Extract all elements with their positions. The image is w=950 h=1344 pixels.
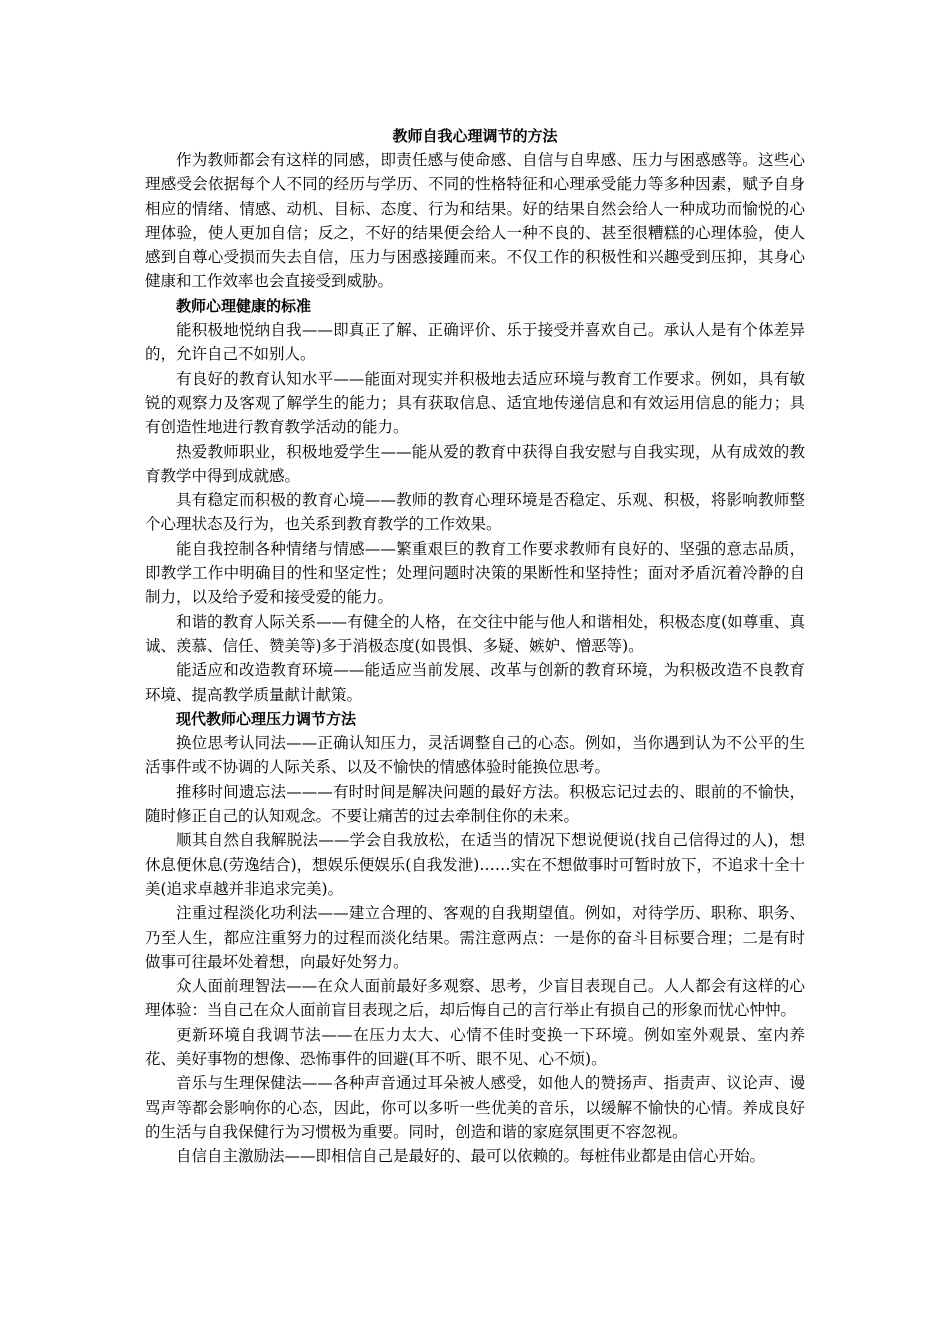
paragraph-time-forgetting: 推移时间遗忘法———有时时间是解决问题的最好方法。积极忘记过去的、眼前的不愉快，随时修正自己的认知观念。不要让痛苦的过去牵制住你的未来。 bbox=[145, 782, 805, 826]
paragraph-process-focus: 注重过程淡化功利法——建立合理的、客观的自我期望值。例如，对待学历、职称、职务、乃至人生，都应注重努力的过程而淡化结果。需注意两点：一是你的奋斗目标要合理；二是有时做事可往最坏处着想，向最好处努力。 bbox=[145, 904, 805, 971]
document-page bbox=[145, 124, 805, 1168]
section-heading-stress-methods: 现代教师心理压力调节方法 bbox=[176, 709, 357, 728]
paragraph-self-confidence: 自信自主激励法——即相信自己是最好的、最可以依赖的。每桩伟业都是由信心开始。 bbox=[176, 1147, 766, 1166]
paragraph-accept-self: 能积极地悦纳自我——即真正了解、正确评价、乐于接受并喜欢自己。承认人是有个体差异的，允许自己不如别人。 bbox=[145, 321, 805, 364]
paragraph-adapt-environment: 能适应和改造教育环境——能适应当前发展、改革与创新的教育环境，为积极改造不良教育环境、提高教学质量献计献策。 bbox=[145, 661, 805, 704]
intro-paragraph: 作为教师都会有这样的同感，即责任感与使命感、自信与自卑感、压力与困惑感等。这些心理感受会依据每个人不同的经历与学历、不同的性格特征和心理承受能力等多种因素，赋予自身相应的情绪、情感、动机、目标、态度、行为和结果。好的结果自然会给人一种成功而愉悦的心理体验，使人更加自信；反之，不好的结果便会给人一种不良的、甚至很糟糕的心理体验，使人感到自尊心受损而失去自信，压力与困惑接踵而来。不仅工作的积极性和兴趣受到压抑，其身心健康和工作效率也会直接受到威胁。 bbox=[145, 151, 805, 291]
paragraph-perspective-taking: 换位思考认同法——正确认知压力，灵活调整自己的心态。例如，当你遇到认为不公平的生活事件或不协调的人际关系、以及不愉快的情感体验时能换位思考。 bbox=[145, 734, 805, 777]
paragraph-relationships: 和谐的教育人际关系——有健全的人格，在交往中能与他人和谐相处，积极态度(如尊重、真诚、羡慕、信任、赞美等)多于消极态度(如畏惧、多疑、嫉妒、憎恶等)。 bbox=[145, 612, 805, 655]
paragraph-love-profession: 热爱教师职业，积极地爱学生——能从爱的教育中获得自我安慰与自我实现，从有成效的教育教学中得到成就感。 bbox=[145, 442, 805, 485]
paragraph-environment-change: 更新环境自我调节法——在压力太大、心情不佳时变换一下环境。例如室外观景、室内养花、美好事物的想像、恐怖事件的回避(耳不听、眼不见、心不烦)。 bbox=[145, 1025, 805, 1068]
paragraph-self-control: 能自我控制各种情绪与情感——繁重艰巨的教育工作要求教师有良好的、坚强的意志品质，即教学工作中明确目的性和坚定性；处理问题时决策的果断性和坚持性；面对矛盾沉着冷静的自制力，以及给予爱和接受爱的能力。 bbox=[145, 539, 805, 607]
document-title: 教师自我心理调节的方法 bbox=[392, 127, 558, 145]
paragraph-stable-mood: 具有稳定而积极的教育心境——教师的教育心理环境是否稳定、乐观、积极，将影响教师整个心理状态及行为，也关系到教育教学的工作效果。 bbox=[145, 491, 805, 534]
section-heading-health-standards: 教师心理健康的标准 bbox=[176, 296, 312, 315]
paragraph-natural-relief: 顺其自然自我解脱法——学会自我放松，在适当的情况下想说便说(找自己信得过的人)，想休息便休息(劳逸结合)，想娱乐便娱乐(自我发泄)……实在不想做事时可暂时放下，不追求十全十美(追求卓越并非追求完美)。 bbox=[145, 831, 805, 898]
paragraph-public-rationality: 众人面前理智法——在众人面前最好多观察、思考，少盲目表现自己。人人都会有这样的心理体验：当自己在众人面前盲目表现之后，却后悔自己的言行举止有损自己的形象而忧心忡忡。 bbox=[145, 977, 805, 1020]
paragraph-music-health: 音乐与生理保健法——各种声音通过耳朵被人感受，如他人的赞扬声、指责声、议论声、谩骂声等都会影响你的心态，因此，你可以多听一些优美的音乐，以缓解不愉快的心情。养成良好的生活与自我保健行为习惯极为重要。同时，创造和谐的家庭氛围更不容忽视。 bbox=[145, 1074, 805, 1141]
paragraph-cognition-level: 有良好的教育认知水平——能面对现实并积极地去适应环境与教育工作要求。例如，具有敏锐的观察力及客观了解学生的能力；具有获取信息、适宜地传递信息和有效运用信息的能力；具有创造性地进行教育教学活动的能力。 bbox=[145, 369, 805, 437]
